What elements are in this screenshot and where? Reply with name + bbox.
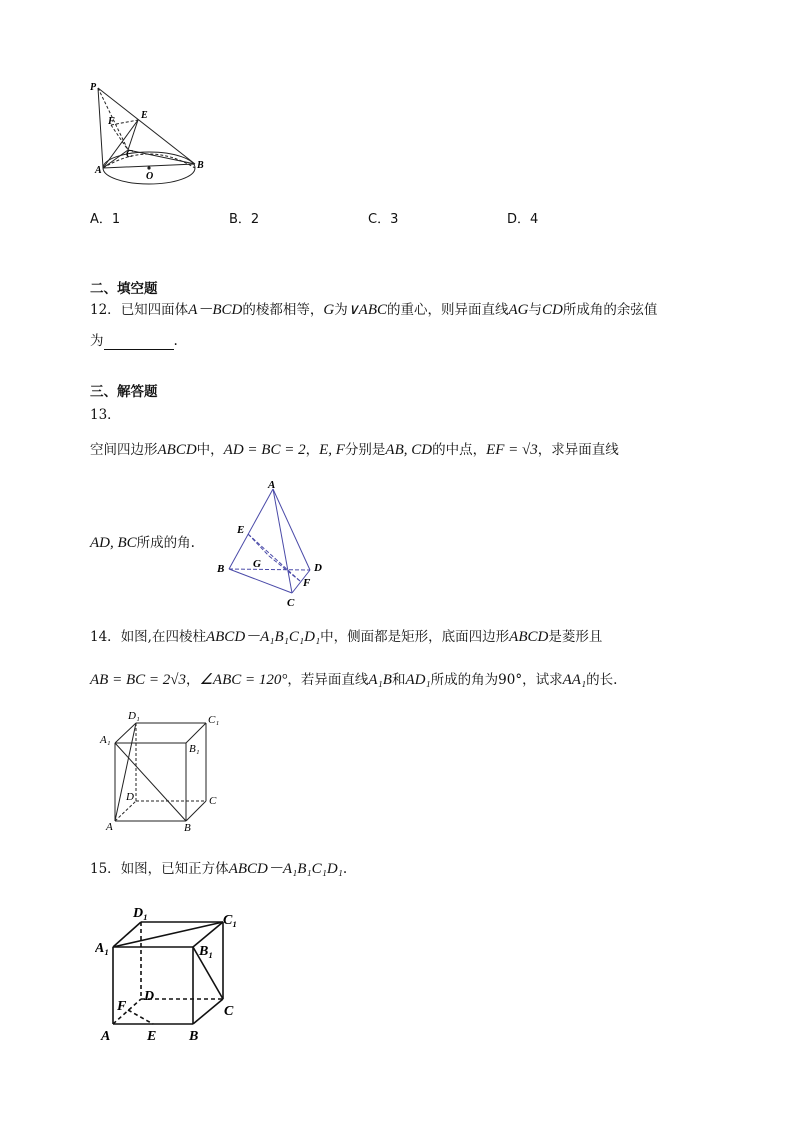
cone-label-F: F: [108, 116, 115, 127]
cone-label-O: O: [146, 171, 154, 182]
tetra-label-G: G: [253, 558, 261, 570]
prism-label-B: B: [184, 822, 191, 834]
q14-text: ，: [185, 672, 200, 688]
cube-label-B1: B₁: [199, 944, 214, 959]
option-d: D．4: [507, 212, 539, 227]
q12-text: 为: [90, 333, 104, 349]
q14-line1: [90, 628, 602, 646]
q14-line2: [90, 671, 617, 689]
q12-text: 的重心，则异面直线: [387, 302, 509, 318]
cube-label-A1: A₁: [95, 941, 110, 956]
prism-label-D: D: [126, 791, 134, 803]
q14-number: 14．: [90, 629, 121, 645]
q14-text: ，若异面直线: [287, 672, 369, 688]
prism-label-D1: D₁: [128, 710, 140, 722]
q14-text: 如图,在四棱柱: [120, 629, 206, 645]
tetra-label-C: C: [287, 597, 295, 609]
q13-text: 中，: [196, 442, 224, 458]
q15-text: .: [342, 861, 348, 877]
prism-label-C: C: [209, 795, 217, 807]
q13-line1: [90, 441, 619, 459]
q13-math-ef: EF = √3: [486, 442, 538, 458]
q12-text: .: [173, 333, 178, 349]
tetra-label-F: F: [303, 577, 311, 589]
q14-math-ad1: AD₁: [405, 672, 431, 688]
cone-label-E: E: [141, 110, 148, 121]
q13-number: 13．: [90, 407, 121, 423]
q14-math-angle: ∠ABC = 120°: [199, 672, 288, 688]
q14-text: 的长.: [586, 672, 618, 688]
cube-label-D1: D₁: [133, 906, 148, 921]
cube-label-E: E: [147, 1029, 157, 1044]
prism-figure: [98, 706, 228, 834]
q12-text: 的棱都相等，: [242, 302, 324, 318]
q15-math-cube: ABCD－A₁B₁C₁D₁: [228, 861, 343, 877]
q14-text: 所成的角为: [430, 672, 499, 688]
option-c: C．3: [368, 212, 399, 227]
q13-text: ，求异面直线: [537, 442, 619, 458]
q14-text: 中，侧面都是矩形，底面四边形: [320, 629, 510, 645]
tetrahedron-figure: [212, 476, 337, 610]
q12-line1: [90, 301, 657, 319]
option-a: A．1: [90, 212, 121, 227]
q12-number: 12．: [90, 302, 121, 318]
cube-label-D: D: [144, 989, 155, 1004]
option-b: B．2: [229, 212, 260, 227]
q12-text: 为: [334, 302, 348, 318]
q14-text: 是菱形且: [548, 629, 603, 645]
cube-label-F: F: [117, 999, 127, 1014]
cone-label-A: A: [95, 165, 102, 176]
q13-text: 的中点，: [432, 442, 487, 458]
q15-text: 如图，已知正方体: [120, 861, 229, 877]
q12-text: 与: [528, 302, 543, 318]
cube-label-C1: C₁: [223, 913, 238, 928]
q13-math-ab-cd: AB, CD: [385, 442, 433, 458]
q12-math-g: G: [323, 302, 335, 318]
prism-label-B1: B₁: [189, 743, 200, 755]
q13-math-ef-points: E, F: [319, 442, 345, 458]
cone-label-B: B: [197, 160, 204, 171]
prism-label-A: A: [106, 821, 113, 833]
q14-text: ，试求: [522, 672, 563, 688]
cube-label-A: A: [101, 1029, 111, 1044]
q12-text: 已知四面体: [120, 302, 189, 318]
q14-math-abcd: ABCD: [509, 629, 549, 645]
q15-number: 15．: [90, 861, 121, 877]
cube-figure: [95, 902, 243, 1044]
q14-math-aa1: AA₁: [562, 672, 587, 688]
q15-line1: [90, 860, 347, 878]
q13-math-ad-bc-lines: AD, BC: [90, 535, 137, 551]
cone-label-C: C: [126, 149, 133, 160]
q13-text: 所成的角.: [136, 535, 195, 551]
q14-math-a1b: A₁B: [368, 672, 392, 688]
prism-label-A1: A₁: [100, 734, 111, 746]
q13-text: 空间四边形: [90, 442, 158, 458]
q13-line2: [90, 534, 195, 552]
q14-math-ab-bc: AB = BC = 2√3: [90, 672, 186, 688]
q12-math-triangle: ∨ABC: [347, 302, 388, 318]
q12-math-cd: CD: [542, 302, 563, 318]
q14-text: 和: [391, 672, 406, 688]
q12-answer-blank[interactable]: [104, 335, 174, 350]
cube-label-B: B: [189, 1029, 199, 1044]
q14-math-prism: ABCD－A₁B₁C₁D₁: [205, 629, 321, 645]
tetra-label-B: B: [217, 563, 225, 575]
tetra-label-A: A: [268, 479, 276, 491]
q12-math-ag: AG: [508, 302, 529, 318]
q12-line2: [90, 332, 178, 350]
q13-math-ad-bc: AD = BC = 2: [223, 442, 306, 458]
section-fill-in-title: 二、填空题: [90, 281, 158, 297]
tetra-label-D: D: [314, 562, 322, 574]
q13-text: ，: [305, 442, 320, 458]
q13-text: 分别是: [344, 442, 386, 458]
prism-label-C1: C₁: [208, 714, 220, 726]
q12-math-tetra: A－BCD: [188, 302, 243, 318]
q12-text: 所成角的余弦值: [562, 302, 658, 318]
cube-label-C: C: [224, 1004, 234, 1019]
cone-figure: [88, 80, 218, 198]
tetra-label-E: E: [237, 524, 245, 536]
q14-math-90: 90°: [498, 672, 523, 688]
q13-math-abcd: ABCD: [157, 442, 197, 458]
section-solve-title: 三、解答题: [90, 384, 158, 400]
cone-label-P: P: [90, 82, 97, 93]
